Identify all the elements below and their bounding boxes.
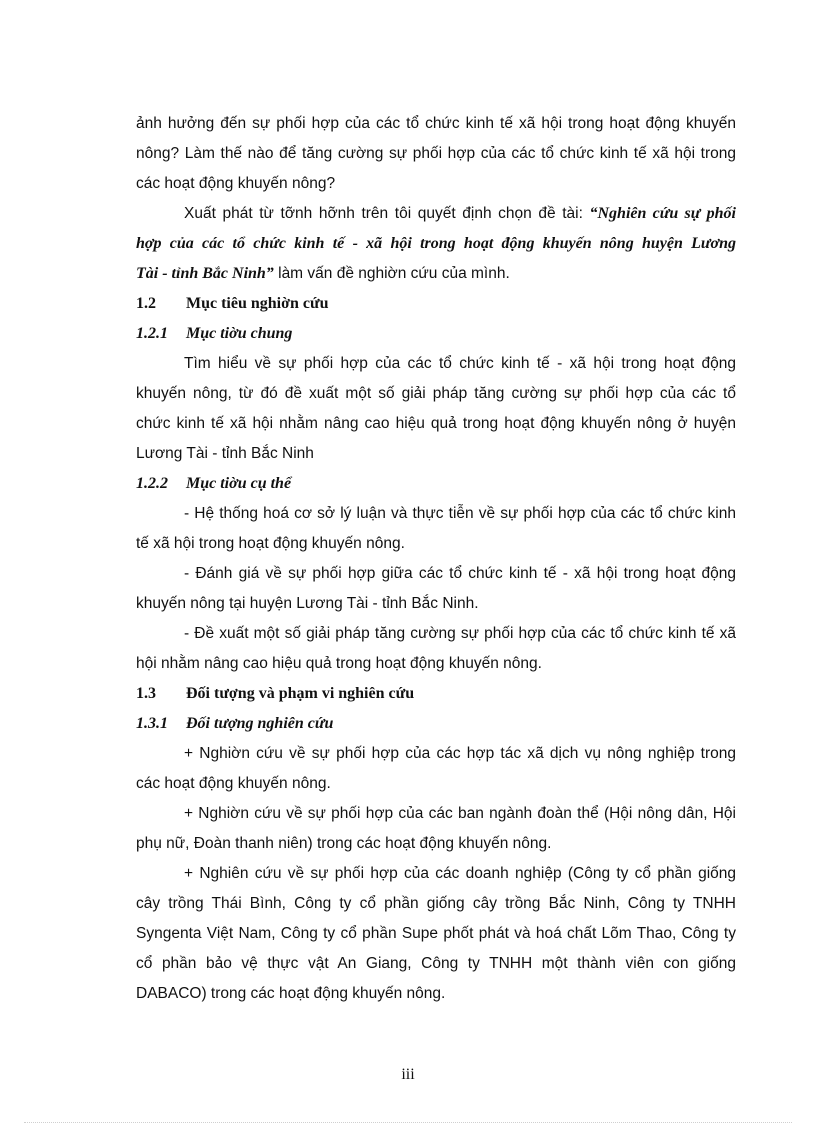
paragraph-line: ảnh hưởng đến sự phối hợp của các tổ chức kinh tế xã hội trong hoạt động khuyến bbox=[136, 115, 736, 132]
paragraph-line: + Nghiên cứu về sự phối hợp của các doanh nghiệp (Công ty cổ phần giống bbox=[184, 865, 736, 882]
topic-title-line: hợp của các tổ chức kinh tế - xã hội trong hoạt động khuyến nông huyện Lương bbox=[136, 235, 736, 252]
paragraph-line: nông? Làm thế nào để tăng cường sự phối hợp của các tổ chức kinh tế xã hội trong bbox=[136, 145, 736, 162]
section-title: Mục tiờu cụ thể bbox=[186, 475, 292, 492]
section-title: Mục tiêu nghiờn cứu bbox=[186, 295, 329, 312]
paragraph-line: cổ phần bảo vệ thực vật An Giang, Công ty TNHH một thành viên con giống bbox=[136, 955, 736, 972]
paragraph-line: hội nhằm nâng cao hiệu quả trong hoạt động khuyến nông. bbox=[136, 655, 542, 672]
paragraph-line: Syngenta Việt Nam, Công ty cổ phần Supe phốt phát và hoá chất Lõm Thao, Công ty bbox=[136, 925, 736, 942]
paragraph-line: cây trồng Thái Bình, Công ty cổ phần giống cây trồng Bắc Ninh, Công ty TNHH bbox=[136, 895, 736, 912]
topic-title-part: “Nghiên cứu sự phối bbox=[589, 205, 737, 222]
section-number: 1.3.1 bbox=[136, 715, 168, 732]
page-number: iii bbox=[401, 1066, 415, 1083]
topic-intro-text: làm vấn đề nghiờn cứu của mình. bbox=[273, 265, 510, 282]
paragraph-line: tế xã hội trong hoạt động khuyến nông. bbox=[136, 535, 405, 552]
section-heading-1-3 bbox=[136, 684, 414, 704]
paragraph-line: phụ nữ, Đoàn thanh niên) trong các hoạt động khuyến nông. bbox=[136, 835, 552, 852]
paragraph-line: chức kinh tế xã hội nhằm nâng cao hiệu quả trong hoạt động khuyến nông ở huyện bbox=[136, 415, 736, 432]
section-heading-1-3-1 bbox=[136, 714, 333, 734]
section-number: 1.2.2 bbox=[136, 475, 168, 492]
topic-title-line bbox=[136, 264, 510, 284]
paragraph-line: + Nghiờn cứu về sự phối hợp của các hợp tác xã dịch vụ nông nghiệp trong bbox=[184, 745, 736, 762]
section-heading-1-2 bbox=[136, 294, 328, 314]
topic-intro-line bbox=[184, 204, 736, 224]
section-heading-1-2-2 bbox=[136, 474, 291, 494]
section-number: 1.2 bbox=[136, 295, 156, 312]
paragraph-line: các hoạt động khuyến nông? bbox=[136, 175, 336, 192]
paragraph-line: - Hệ thống hoá cơ sở lý luận và thực tiễn về sự phối hợp của các tổ chức kinh bbox=[184, 505, 736, 522]
section-title: Đối tượng và phạm vi nghiên cứu bbox=[186, 685, 415, 702]
section-number: 1.2.1 bbox=[136, 325, 168, 342]
paragraph-line: DABACO) trong các hoạt động khuyến nông. bbox=[136, 985, 446, 1002]
paragraph-line: Tìm hiểu về sự phối hợp của các tổ chức kinh tế - xã hội trong hoạt động bbox=[184, 355, 736, 372]
paragraph-line: - Đề xuất một số giải pháp tăng cường sự phối hợp của các tổ chức kinh tế xã bbox=[184, 625, 736, 642]
paragraph-line: các hoạt động khuyến nông. bbox=[136, 775, 331, 792]
topic-intro-text: Xuất phát từ tỡnh hỡnh trên tôi quyết định chọn đề tài: bbox=[184, 205, 590, 222]
paragraph-line: Lương Tài - tỉnh Bắc Ninh bbox=[136, 445, 314, 462]
section-number: 1.3 bbox=[136, 685, 156, 702]
section-heading-1-2-1 bbox=[136, 324, 292, 344]
paragraph-line: - Đánh giá về sự phối hợp giữa các tổ chức kinh tế - xã hội trong hoạt động bbox=[184, 565, 736, 582]
paragraph-line: + Nghiờn cứu về sự phối hợp của các ban ngành đoàn thể (Hội nông dân, Hội bbox=[184, 805, 736, 822]
section-title: Đối tượng nghiên cứu bbox=[186, 715, 334, 732]
topic-title-part: Tài - tỉnh Bắc Ninh” bbox=[136, 265, 274, 282]
paragraph-line: khuyến nông tại huyện Lương Tài - tỉnh Bắc Ninh. bbox=[136, 595, 479, 612]
paragraph-line: khuyến nông, từ đó đề xuất một số giải pháp tăng cường sự phối hợp của các tổ bbox=[136, 385, 736, 402]
section-title: Mục tiờu chung bbox=[186, 325, 293, 342]
